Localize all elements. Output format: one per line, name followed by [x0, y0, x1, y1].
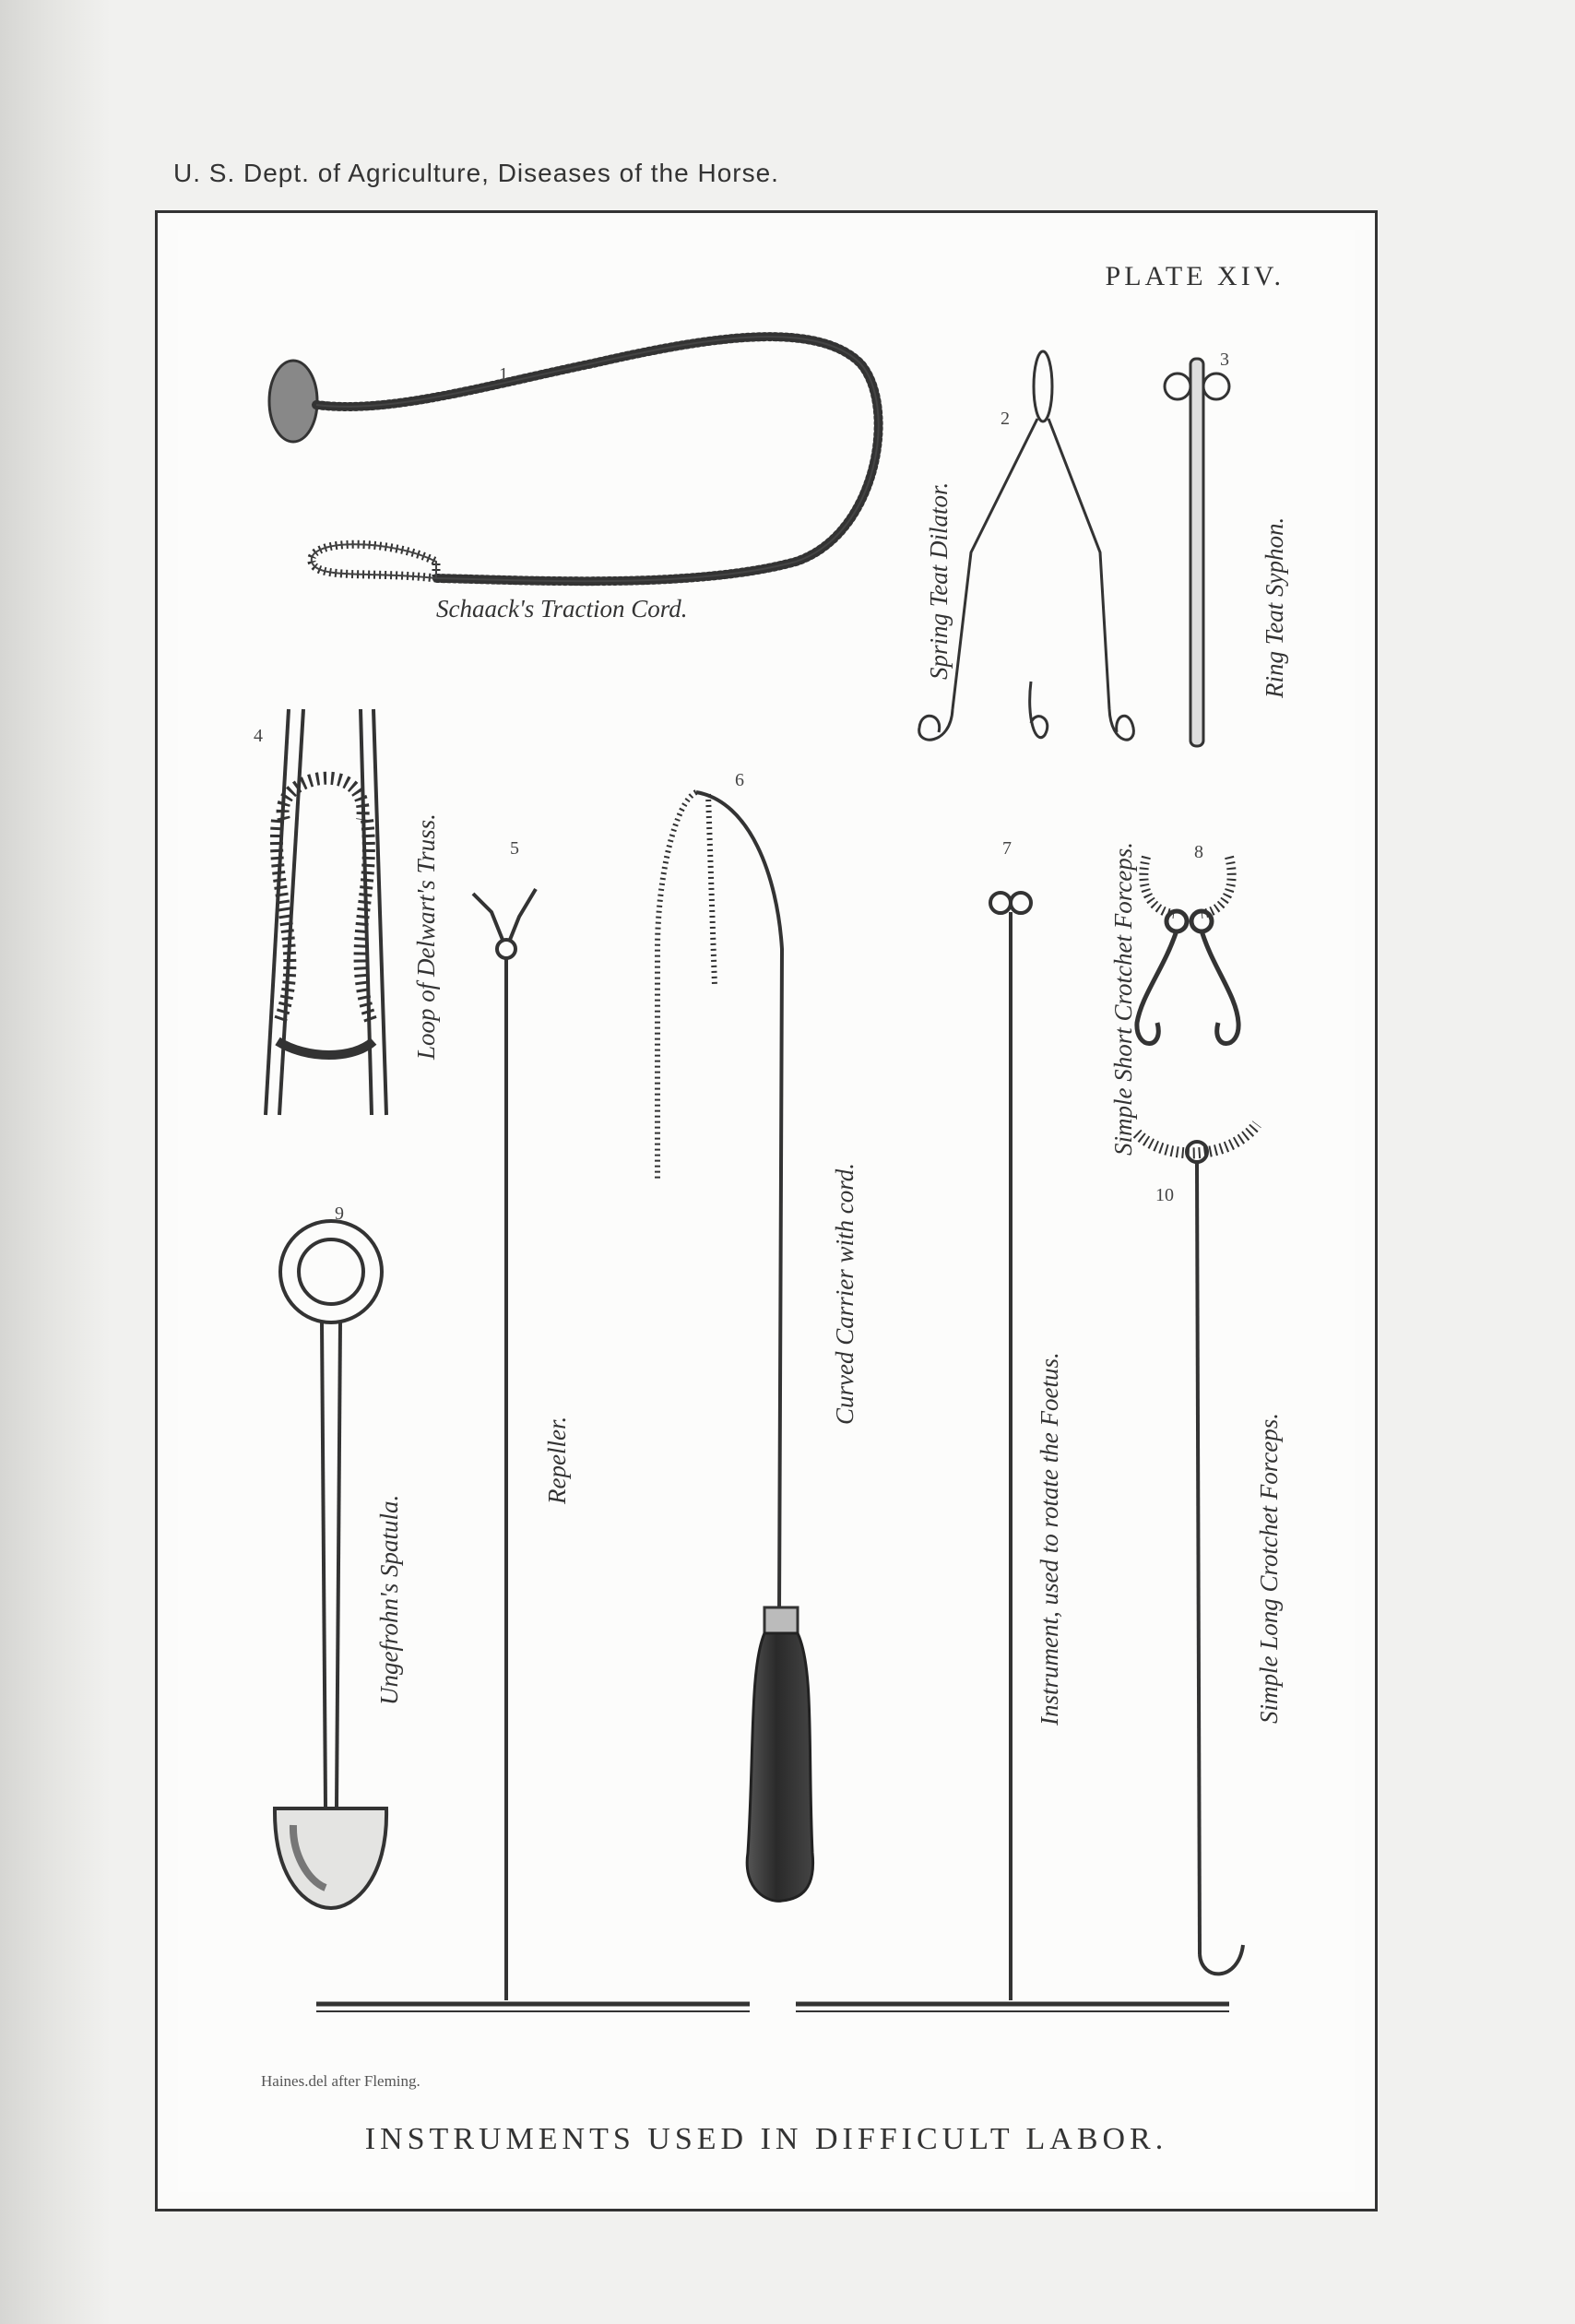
plate-title: INSTRUMENTS USED IN DIFFICULT LABOR. [364, 2122, 1168, 2156]
running-head: U. S. Dept. of Agriculture, Diseases of the Horse. [173, 159, 779, 187]
figure-number-10: 10 [1155, 1185, 1174, 1205]
page-edge-shadow [0, 0, 111, 2324]
figure-number-6: 6 [735, 770, 744, 790]
caption-short-crotchet-forceps: Simple Short Crotchet Forceps. [1109, 842, 1137, 1156]
teat-syphon-drawing [1165, 359, 1229, 746]
caption-repeller: Repeller. [543, 1416, 571, 1504]
caption-curved-carrier: Curved Carrier with cord. [831, 1162, 859, 1425]
long-crotchet-forceps-drawing [1137, 1124, 1257, 1974]
figure-number-4: 4 [254, 726, 263, 746]
figure-number-9: 9 [335, 1204, 344, 1224]
figure-number-7: 7 [1002, 838, 1012, 859]
curved-carrier-drawing [657, 792, 813, 1901]
plate-frame [155, 210, 1378, 2211]
plate-area [178, 230, 1355, 2192]
spatula-drawing [275, 1221, 386, 1908]
plate-number: PLATE XIV. [1105, 261, 1285, 291]
figure-number-5: 5 [510, 838, 519, 859]
caption-delwart-truss: Loop of Delwart's Truss. [412, 813, 440, 1060]
short-crotchet-forceps-drawing [1137, 857, 1238, 1044]
figure-number-8: 8 [1194, 842, 1203, 862]
figure-number-3: 3 [1220, 350, 1229, 370]
caption-long-crotchet-forceps: Simple Long Crotchet Forceps. [1255, 1413, 1283, 1724]
caption-teat-dilator: Spring Teat Dilator. [925, 481, 953, 680]
caption-teat-syphon: Ring Teat Syphon. [1261, 516, 1288, 698]
caption-spatula: Ungefrohn's Spatula. [375, 1494, 403, 1705]
figure-number-2: 2 [1001, 409, 1010, 429]
rotation-instrument-drawing [796, 893, 1229, 2011]
traction-cord-drawing [269, 337, 879, 581]
delwart-truss-drawing [266, 709, 386, 1115]
illustrator-credit: Haines.del after Fleming. [261, 2072, 420, 2090]
figure-number-1: 1 [499, 364, 508, 385]
caption-traction-cord: Schaack's Traction Cord. [436, 595, 688, 622]
caption-rotation-instrument: Instrument, used to rotate the Foetus. [1036, 1352, 1063, 1725]
plate-illustration [178, 230, 1360, 2198]
